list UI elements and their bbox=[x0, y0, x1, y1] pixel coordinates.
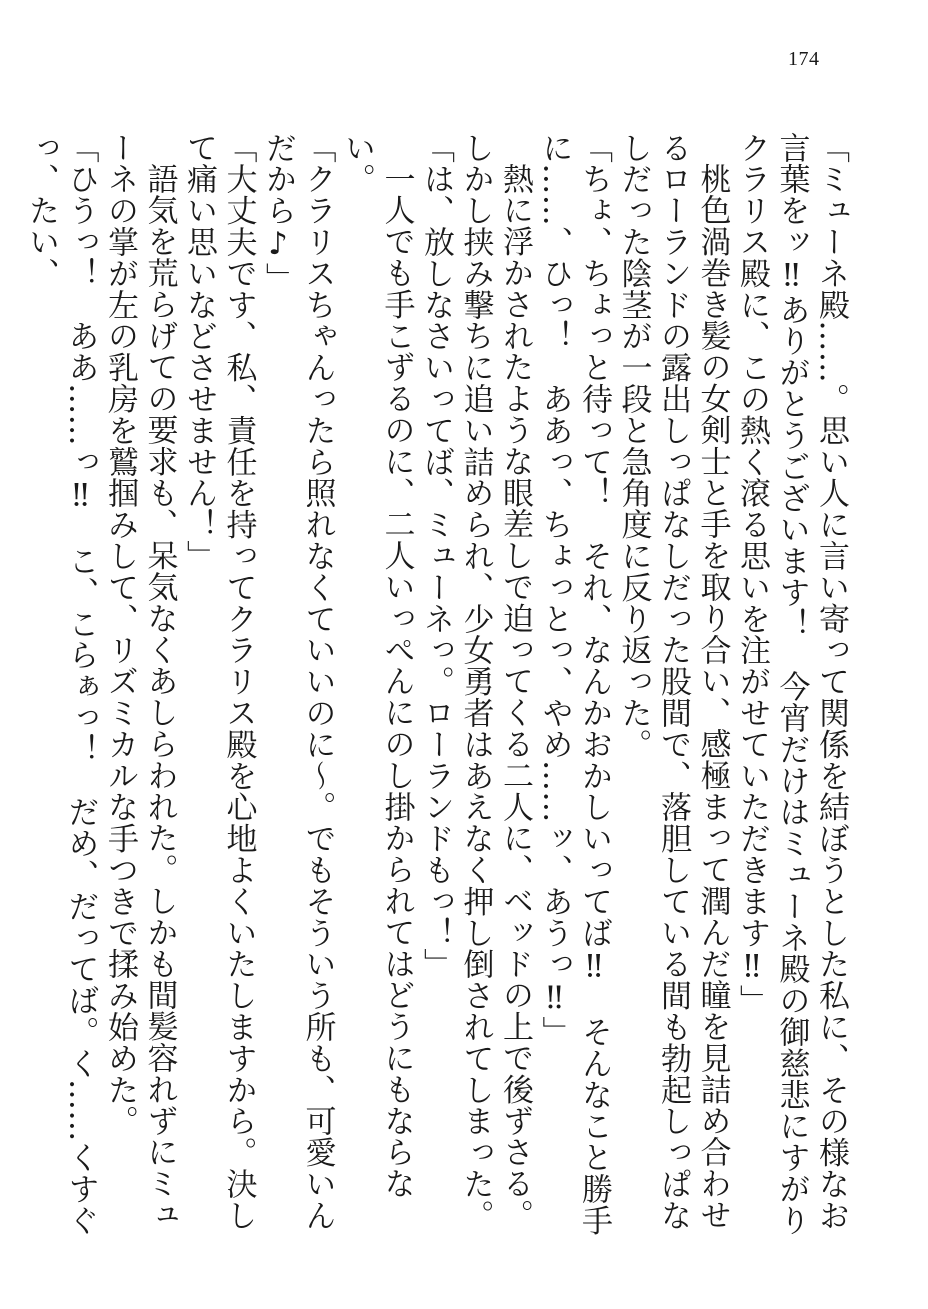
paragraph-dialogue: 「クラリスちゃんったら照れなくていいのに〜。でもそういう所も、可愛いんだから♪」 bbox=[260, 132, 336, 1231]
paragraph-narration: 熱に浮かされたような眼差しで迫ってくる二人に、ベッドの上で後ずさる。しかし挟み撃ちに追い詰められ、少女勇者はあえなく押し倒されてしまった。 bbox=[457, 132, 533, 1231]
paragraph-narration: 一人でも手こずるのに、二人いっぺんにのし掛かられてはどうにもならない。 bbox=[339, 132, 415, 1200]
paragraph-dialogue: 「ひうっ！ ああ……っ‼ こ、こらぁっ！ だめ、だってば。く……くすぐっ、たい、 bbox=[23, 132, 99, 1236]
paragraph-dialogue: 「は、放しなさいってば、ミューネっ。ローランドもっ！」 bbox=[418, 132, 454, 980]
page-number: 174 bbox=[788, 48, 820, 70]
paragraph-narration: 語気を荒らげての要求も、呆気なくあしらわれた。しかも間髪容れずにミューネの掌が左の乳房を鷲掴みして、リズミカルな手つきで揉み始めた。 bbox=[102, 132, 178, 1231]
paragraph-dialogue: 「大丈夫です、私、責任を持ってクラリス殿を心地よくいたしますから。決して痛い思いなどさせません！」 bbox=[181, 132, 257, 1231]
paragraph-dialogue: 「ちょ、ちょっと待って！ それ、なんかおかしいってば‼ そんなこと勝手に……、ひっ！ ああっ、ちょっとっ、やめ……ッ、あうっ‼」 bbox=[536, 132, 612, 1236]
paragraph-dialogue: 「ミューネ殿……。思い人に言い寄って関係を結ぼうとした私に、その様なお言葉をッ‼ありがとうございます！ 今宵だけはミューネ殿の御慈悲にすがりクラリス殿に、この熱く滾る思いを注がせていただきます‼」 bbox=[734, 132, 849, 1236]
paragraph-narration: 桃色渦巻き髪の女剣士と手を取り合い、感極まって潤んだ瞳を見詰め合わせるローランドの露出しっぱなしだった股間で、落胆している間も勃起しっぱなしだった陰茎が一段と急角度に反り返った。 bbox=[615, 132, 731, 1231]
vertical-text-block bbox=[23, 132, 850, 1252]
